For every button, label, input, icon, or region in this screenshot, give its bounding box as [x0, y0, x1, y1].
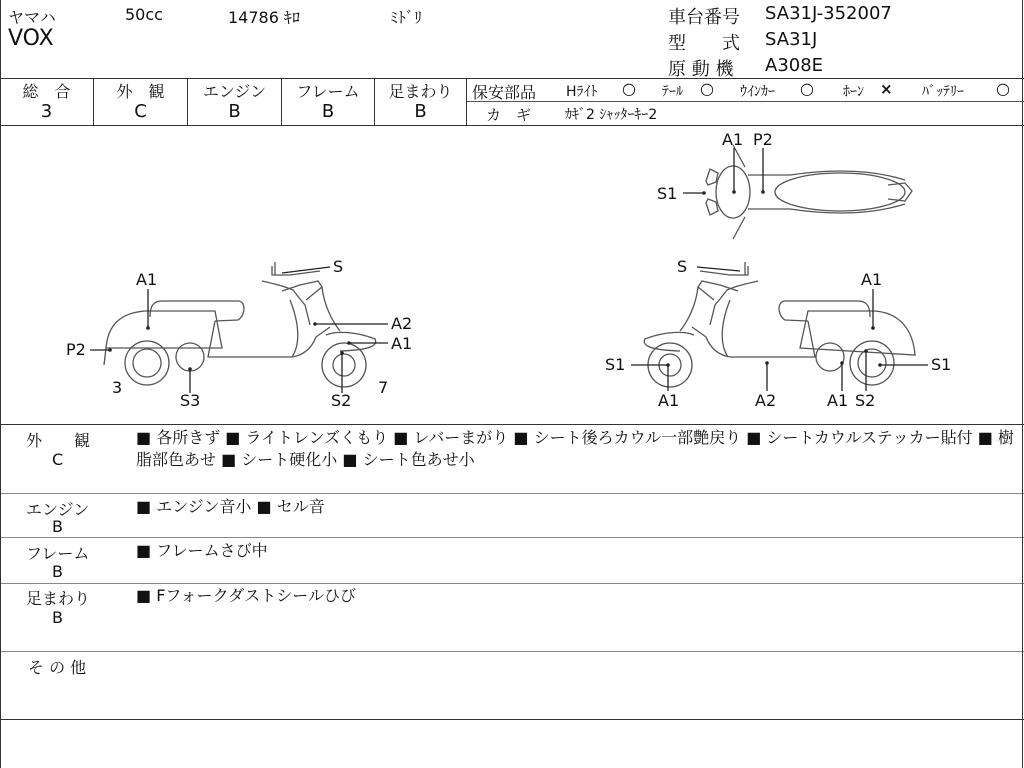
- detail-grade-engine: B: [52, 517, 63, 536]
- frame-no: SA31J-352007: [765, 3, 892, 24]
- label-left-s: S: [333, 257, 344, 276]
- detail-label-suspension: 足まわり: [26, 589, 91, 608]
- label-left-s3: S3: [180, 391, 201, 410]
- grade-label-exterior: 外 観: [116, 82, 165, 101]
- detail-text-suspension: ■ Fフォークダストシールひび: [136, 586, 356, 605]
- safety-item-headlight: Hﾗｲﾄ: [566, 84, 598, 100]
- scooter-top-view: [706, 145, 912, 239]
- detail-label-engine: エンジン: [26, 500, 90, 519]
- detail-grade-suspension: B: [52, 608, 63, 627]
- grade-label-suspension: 足まわり: [388, 82, 453, 101]
- label-left-p2: P2: [66, 340, 86, 359]
- safety-item-battery: ﾊﾞｯﾃﾘｰ: [922, 84, 964, 100]
- label-right-a2: A2: [755, 391, 777, 410]
- type-label: 型 式: [668, 33, 740, 54]
- divider: [0, 493, 1024, 494]
- detail-text-engine: ■ エンジン音小 ■ セル音: [136, 497, 325, 516]
- divider: [0, 537, 1024, 538]
- safety-item-winker: ｳｲﾝｶｰ: [740, 84, 775, 100]
- safety-mark-tail: ○: [700, 79, 714, 98]
- grade-label-engine: エンジン: [202, 82, 267, 101]
- model-name: VOX: [8, 26, 54, 51]
- detail-grade-exterior: C: [52, 450, 64, 469]
- displacement: 50cc: [125, 5, 163, 24]
- grade-value-exterior: C: [134, 101, 147, 122]
- label-right-s1: S1: [931, 355, 952, 374]
- grade-value-engine: B: [228, 101, 241, 122]
- label-top-p2: P2: [753, 130, 773, 149]
- maker: ヤマハ: [8, 8, 56, 27]
- mileage: 14786 ｷﾛ: [228, 8, 300, 27]
- detail-label-other: そ の 他: [28, 658, 87, 677]
- divider: [0, 651, 1024, 652]
- key-value: ｶｷﾞ2 ｼｬｯﾀｰｷｰ2: [565, 107, 658, 123]
- detail-grade-frame: B: [52, 562, 63, 581]
- label-left-a1b: A1: [391, 334, 413, 353]
- engine-value: A308E: [765, 55, 824, 76]
- grade-label-frame: フレーム: [296, 82, 360, 101]
- label-left-3: 3: [112, 378, 123, 397]
- label-right-a1b: A1: [658, 391, 680, 410]
- detail-label-exterior: 外 観: [26, 431, 91, 450]
- label-left-a2: A2: [391, 314, 413, 333]
- divider: [467, 101, 1024, 102]
- label-top-s1: S1: [657, 184, 678, 203]
- damage-diagram: [0, 125, 1024, 425]
- key-label: カ ギ: [486, 106, 532, 124]
- detail-label-frame: フレーム: [26, 544, 90, 563]
- safety-item-tail: ﾃｰﾙ: [662, 84, 683, 100]
- engine-label: 原 動 機: [668, 59, 734, 80]
- label-right-s2: S2: [855, 391, 876, 410]
- safety-mark-horn: ×: [880, 80, 893, 98]
- label-right-a1: A1: [861, 270, 883, 289]
- divider: [0, 719, 1024, 720]
- label-left-7: 7: [378, 378, 389, 397]
- safety-mark-headlight: ○: [622, 79, 636, 98]
- safety-mark-battery: ○: [996, 79, 1010, 98]
- grade-value-overall: 3: [40, 101, 53, 122]
- label-right-s: S: [677, 257, 688, 276]
- label-right-s1b: S1: [605, 355, 626, 374]
- frame-no-label: 車台番号: [668, 7, 740, 28]
- safety-label: 保安部品: [472, 83, 537, 102]
- type-value: SA31J: [765, 29, 818, 50]
- color: ﾐﾄﾞﾘ: [390, 8, 423, 27]
- safety-item-horn: ﾎｰﾝ: [843, 84, 864, 100]
- label-left-a1: A1: [136, 270, 158, 289]
- label-top-a1: A1: [722, 130, 744, 149]
- label-right-a1c: A1: [827, 391, 849, 410]
- divider: [0, 583, 1024, 584]
- grade-value-frame: B: [321, 101, 335, 122]
- detail-text-frame: ■ フレームさび中: [136, 541, 268, 560]
- safety-mark-winker: ○: [800, 79, 814, 98]
- grade-value-suspension: B: [414, 101, 427, 122]
- grade-label-overall: 総 合: [22, 82, 71, 101]
- detail-text-exterior: ■ 各所きず ■ ライトレンズくもり ■ レバーまがり ■ シート後ろカウル一部艶戻り ■ シートカウルステッカー貼付 ■ 樹脂部色あせ ■ シート硬化小 ■ シート色あせ小: [136, 428, 1014, 469]
- label-left-s2: S2: [331, 391, 352, 410]
